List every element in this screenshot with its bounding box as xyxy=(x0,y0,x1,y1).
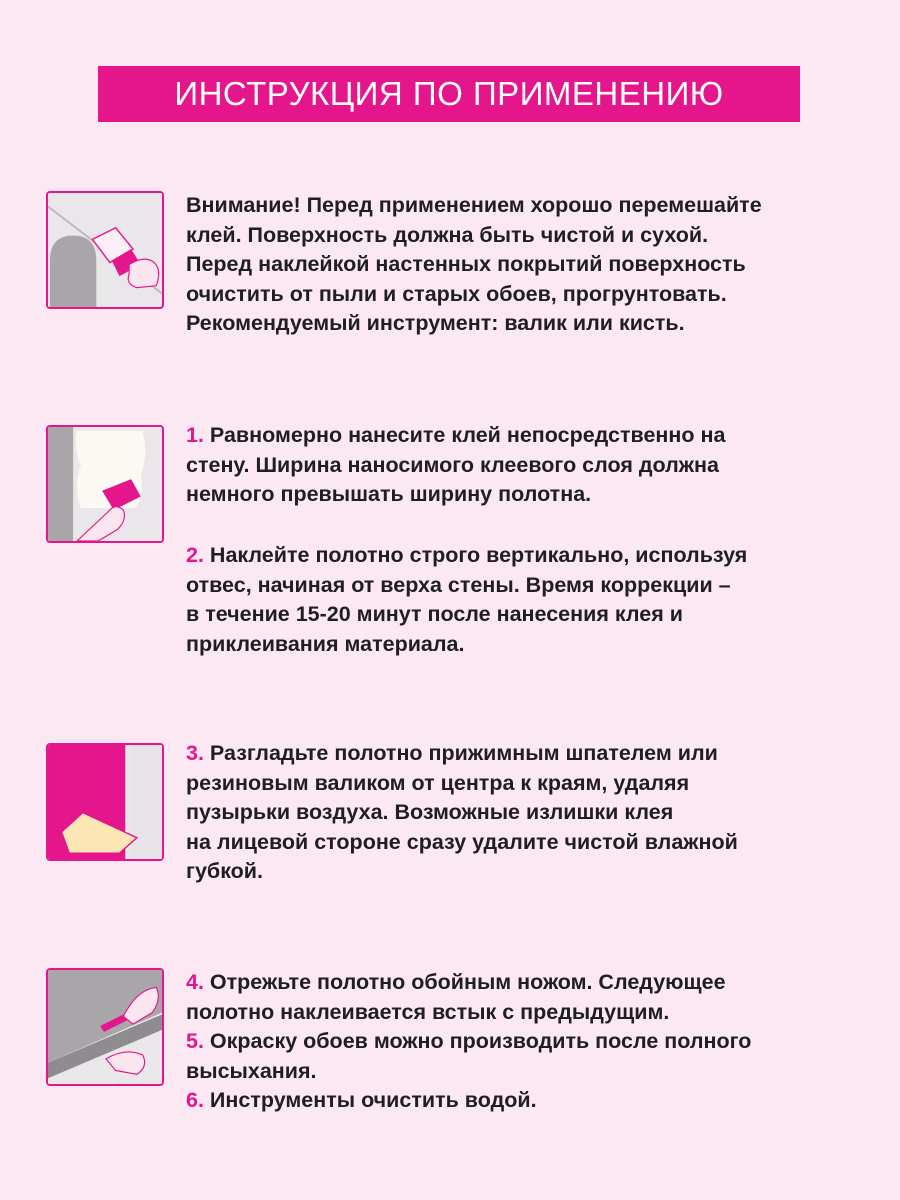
step-3 xyxy=(186,739,876,887)
step-text: губкой. xyxy=(186,859,263,883)
step-text: резиновым валиком от центра к краям, удаляя xyxy=(186,770,690,795)
step-text: Инструменты очистить водой. xyxy=(209,1088,537,1112)
wall-prep-icon xyxy=(46,191,164,309)
step-number: 1. xyxy=(186,423,204,447)
step-text: Равномерно нанесите клей непосредственно на xyxy=(209,423,726,447)
intro-line: очистить от пыли и старых обоев, прогрунтовать. xyxy=(186,281,727,306)
step-text: пузырьки воздуха. Возможные излишки клея xyxy=(186,800,674,824)
page-title: ИНСТРУКЦИЯ ПО ПРИМЕНЕНИЮ xyxy=(98,66,800,122)
smooth-wallpaper-icon xyxy=(46,743,164,861)
intro-text xyxy=(186,191,876,339)
step-text: Разгладьте полотно прижимным шпателем или xyxy=(209,741,718,765)
step-text: отвес, начиная от верха стены. Время коррекции – xyxy=(186,572,731,597)
step-number: 3. xyxy=(186,741,204,765)
step-text: в течение 15-20 минут после нанесения клея и xyxy=(186,602,683,626)
cut-wallpaper-icon xyxy=(46,968,164,1086)
apply-glue-icon xyxy=(46,425,164,543)
step-number: 2. xyxy=(186,543,204,567)
step-text: Отрежьте полотно обойным ножом. Следующее xyxy=(209,970,726,994)
step-text: на лицевой стороне сразу удалите чистой влажной xyxy=(186,829,738,854)
intro-line: клей. Поверхность должна быть чистой и сухой. xyxy=(186,222,709,247)
step-text: Наклейте полотно строго вертикально, используя xyxy=(209,543,748,567)
step-text: приклеивания материала. xyxy=(186,631,465,656)
intro-line: Рекомендуемый инструмент: валик или кисть. xyxy=(186,311,685,335)
step-text: высыхания. xyxy=(186,1058,317,1083)
step-text: Окраску обоев можно производить после полного xyxy=(209,1029,752,1053)
step-number: 4. xyxy=(186,970,204,994)
step-text: полотно наклеивается встык с предыдущим. xyxy=(186,999,670,1024)
step-text: немного превышать ширину полотна. xyxy=(186,482,592,506)
step-1 xyxy=(186,421,876,510)
steps-4-6 xyxy=(186,968,876,1116)
step-number: 5. xyxy=(186,1029,204,1053)
intro-line: Внимание! Перед применением хорошо перемешайте xyxy=(186,193,762,217)
step-text: стену. Ширина наносимого клеевого слоя должна xyxy=(186,452,719,477)
intro-line: Перед наклейкой настенных покрытий поверхность xyxy=(186,252,746,276)
step-2 xyxy=(186,541,876,659)
step-number: 6. xyxy=(186,1088,204,1112)
